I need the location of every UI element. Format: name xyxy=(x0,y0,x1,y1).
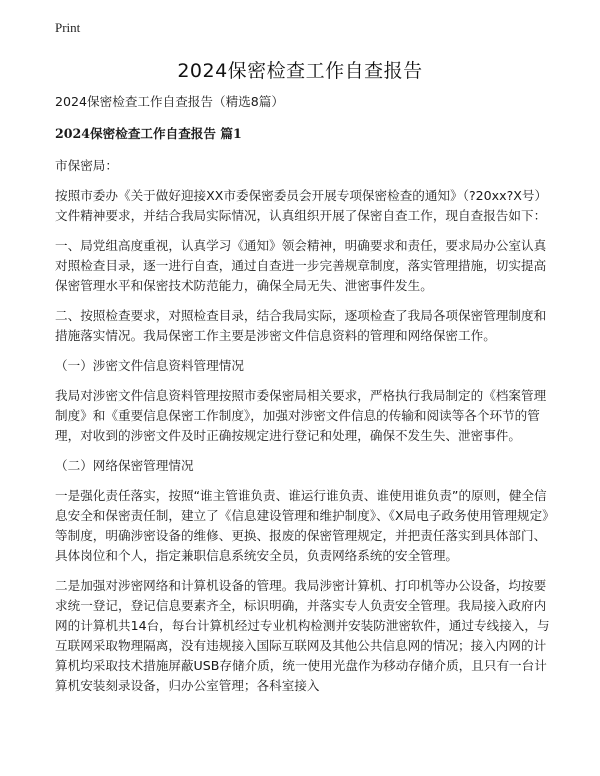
paragraph: 二、按照检查要求，对照检查目录，结合我局实际，逐项检查了我局各项保密管理制度和措施落实情况。我局保密工作主要是涉密文件信息资料的管理和网络保密工作。 xyxy=(55,308,547,343)
paragraph: 一是强化责任落实，按照“谁主管谁负责、谁运行谁负责、谁使用谁负责”的原则，健全信息安全和保密责任制，建立了《信息建设管理和维护制度》、《X局电子政务使用管理规定》等制度，明确涉密设备的维修、更换、报废的保密管理规定，并把责任落实到具体部门、具体岗位和个人，指定兼职信息系统安全员，负责网络系统的安全管理。 xyxy=(55,488,549,563)
paragraph: 一、局党组高度重视，认真学习《通知》领会精神，明确要求和责任，要求局办公室认真对照检查目录，逐一进行自查，通过自查进一步完善规章制度，落实管理措施，切实提高保密管理水平和保密技术防范能力，确保全局无失、泄密事件发生。 xyxy=(55,238,547,293)
section-heading: 2024保密检查工作自查报告 篇1 xyxy=(55,126,242,141)
document-title: 2024保密检查工作自查报告 xyxy=(177,60,423,82)
subheading: （一）涉密文件信息资料管理情况 xyxy=(55,358,244,373)
paragraph: 二是加强对涉密网络和计算机设备的管理。我局涉密计算机、打印机等办公设备，均按要求统一登记，登记信息要素齐全，标识明确，并落实专人负责安全管理。我局接入政府内网的计算机共14台，每台计算机经过专业机构检测并安装防泄密软件，通过专线接入，与互联网采取物理隔离，没有违规接入国际互联网及其他公共信息网的情况；接入内网的计算机均采取技术措施屏蔽USB存储介质，统一使用光盘作为移动存储介质，且只有一台计算机安装刻录设备，归办公室管理；各科室接入 xyxy=(55,578,550,693)
paragraph: 我局对涉密文件信息资料管理按照市委保密局相关要求，严格执行我局制定的《档案管理制度》和《重要信息保密工作制度》，加强对涉密文件信息的传输和阅读等各个环节的管理，对收到的涉密文件及时正确按规定进行登记和处理，确保不发生失、泄密事件。 xyxy=(55,388,547,443)
print-label[interactable]: Print xyxy=(55,20,81,35)
document-subtitle: 2024保密检查工作自查报告（精选8篇） xyxy=(55,94,284,109)
salutation: 市保密局： xyxy=(55,158,118,173)
subheading: （二）网络保密管理情况 xyxy=(55,458,194,473)
document-body xyxy=(55,92,551,706)
paragraph: 按照市委办《关于做好迎接XX市委保密委员会开展专项保密检查的通知》（?20xx?X号）文件精神要求，并结合我局实际情况，认真组织开展了保密自查工作，现自查报告如下： xyxy=(55,188,548,223)
